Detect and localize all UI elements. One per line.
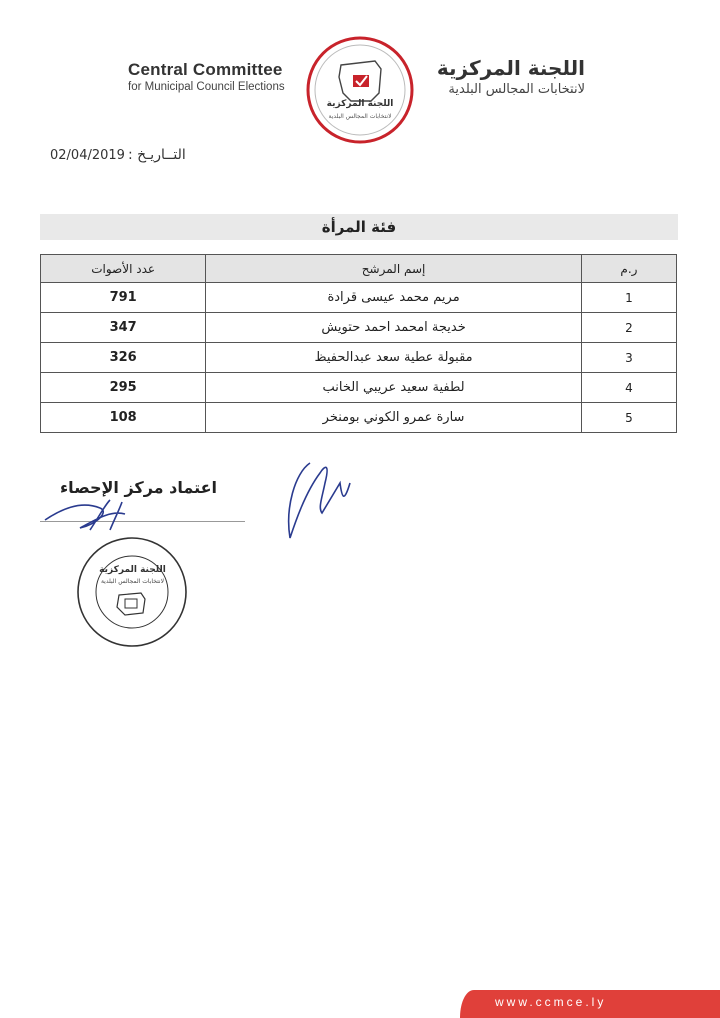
stamp-text-line2: لانتخابات المجالس البلدية <box>100 578 165 585</box>
header-ar-title: اللجنة المركزية <box>436 56 585 80</box>
stamp-text-line1: اللجنة المركزية <box>99 565 166 575</box>
table-row <box>41 343 677 373</box>
header-name: إسم المرشح <box>206 255 582 283</box>
row-votes: 295 <box>41 373 206 403</box>
header-arabic <box>415 56 585 97</box>
date-label: التــاريـخ : <box>128 147 186 163</box>
results-table <box>40 254 677 433</box>
row-num: 1 <box>581 283 676 313</box>
header-english <box>128 60 288 93</box>
signature-1-icon <box>40 490 140 535</box>
row-votes: 326 <box>41 343 206 373</box>
row-num: 4 <box>581 373 676 403</box>
row-num: 5 <box>581 403 676 433</box>
row-name: سارة عمرو الكوني بومنخر <box>206 403 582 433</box>
row-num: 3 <box>581 343 676 373</box>
row-name: مريم محمد عيسى قرادة <box>206 283 582 313</box>
row-votes: 347 <box>41 313 206 343</box>
official-stamp <box>75 535 190 650</box>
table-row <box>41 313 677 343</box>
header-votes: عدد الأصوات <box>41 255 206 283</box>
table-row <box>41 403 677 433</box>
section-title: فئة المرأة <box>40 214 678 240</box>
approval-label: اعتماد مركز الإحصاء <box>60 478 218 497</box>
table-row <box>41 373 677 403</box>
header-en-title: Central Committee <box>128 60 283 79</box>
date-value: 02/04/2019 <box>50 148 125 163</box>
row-votes: 791 <box>41 283 206 313</box>
logo-text-line2: لانتخابات المجالس البلدية <box>328 113 392 120</box>
row-name: خديجة امحمد احمد حتويش <box>206 313 582 343</box>
table-header-row <box>41 255 677 283</box>
row-name: مقبولة عطية سعد عبدالحفيظ <box>206 343 582 373</box>
table-row <box>41 283 677 313</box>
header-en-subtitle: for Municipal Council Elections <box>128 81 285 93</box>
ccmce-logo-icon <box>305 35 415 145</box>
header-num: ر.م <box>581 255 676 283</box>
header-ar-subtitle: لانتخابات المجالس البلدية <box>448 82 585 97</box>
row-votes: 108 <box>41 403 206 433</box>
row-name: لطفية سعيد عريبي الخانب <box>206 373 582 403</box>
logo-text-line1: اللجنة المركزية <box>326 99 394 109</box>
footer-url[interactable]: www.ccmce.ly <box>495 995 607 1009</box>
row-num: 2 <box>581 313 676 343</box>
signature-2-icon <box>270 453 360 548</box>
